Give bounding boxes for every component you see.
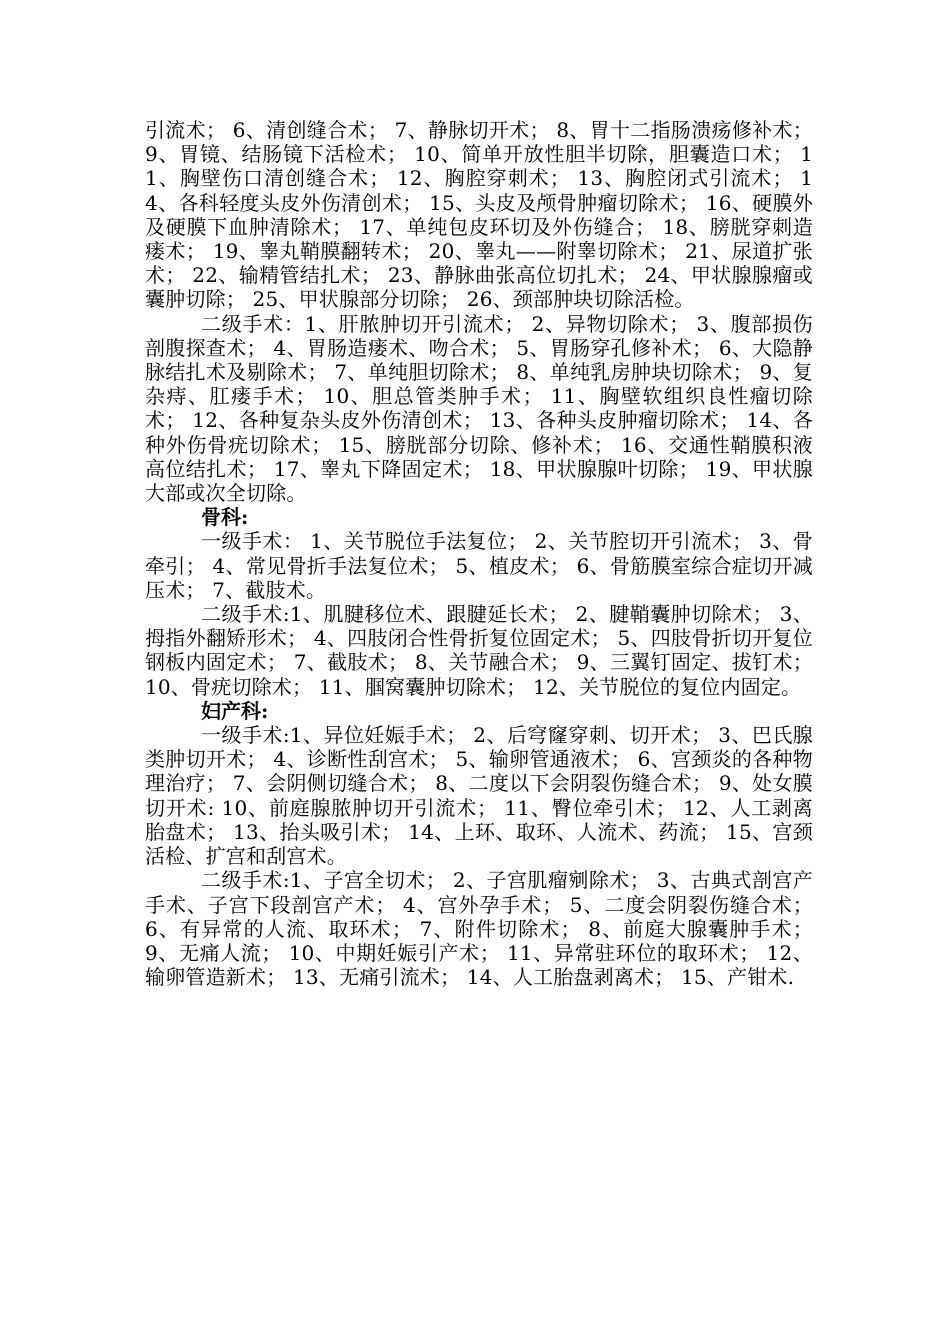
obgyn-heading: 妇产科: — [201, 698, 269, 723]
orthopedics-heading: 骨科: — [201, 505, 249, 530]
obgyn-level2: 二级手术:1、子宫全切术； 2、子宫肌瘤剜除术； 3、古典式剖宫产手术、子宫下段剖宫产术； 4、宫外孕手术； 5、二度会阴裂伤缝合术； 6、有异常的人流、取环术； 7、附件切除术； 8、前庭大腺囊肿手术； 9、无痛人流； 10、中期妊娠引产术； 11、异常驻环位的取环术； 12、输卵管造新术； 13、无痛引流术； 14、人工胎盘剥离术； 15、产钳术. — [145, 868, 813, 990]
general-surgery-level2: 二级手术：1、肝脓肿切开引流术； 2、异物切除术； 3、腹部损伤剖腹探查术； 4、胃肠造瘘术、吻合术； 5、胃肠穿孔修补术； 6、大隐静脉结扎术及剔除术； 7、单纯胆切除术； 8、单纯乳房肿块切除术； 9、复杂痔、肛瘘手术； 10、胆总管类肿手术； 11、胸壁软组织良性瘤切除术； 12、各种复杂头皮外伤清创术； 13、各种头皮肿瘤切除术； 14、各种外伤骨疣切除术； 15、膀胱部分切除、修补术； 16、交通性鞘膜积液高位结扎术； 17、睾丸下降固定术； 18、甲状腺腺叶切除； 19、甲状腺大部或次全切除。 — [145, 311, 813, 506]
document-page — [145, 118, 813, 989]
orthopedics-level1: 一级手术： 1、关节脱位手法复位； 2、关节腔切开引流术； 3、骨牵引； 4、常见骨折手法复位术； 5、植皮术； 6、骨筋膜室综合症切开减压术； 7、截肢术。 — [145, 529, 813, 602]
orthopedics-level2: 二级手术:1、肌腱移位术、跟腱延长术； 2、腱鞘囊肿切除术； 3、拇指外翻矫形术； 4、四肢闭合性骨折复位固定术； 5、四肢骨折切开复位钢板内固定术； 7、截肢术； 8、关节融合术； 9、三翼钉固定、拔钉术； 10、骨疣切除术； 11、腘窝囊肿切除术； 12、关节脱位的复位内固定。 — [145, 602, 813, 699]
obgyn-level1: 一级手术:1、异位妊娠手术； 2、后穹窿穿刺、切开术； 3、巴氏腺类肿切开术； 4、诊断性刮宫术； 5、输卵管通液术； 6、宫颈炎的各种物理治疗； 7、会阴侧切缝合术； 8、二度以下会阴裂伤缝合术； 9、处女膜切开术: 10、前庭腺脓肿切开引流术； 11、臀位牵引术； 12、人工剥离胎盘术； 13、抬头吸引术； 14、上环、取环、人流术、药流； 15、宫颈活检、扩宫和刮宫术。 — [145, 723, 813, 869]
surgery-list-continuation: 引流术； 6、清创缝合术； 7、静脉切开术； 8、胃十二指肠溃疡修补术； 9、胃镜、结肠镜下活检术； 10、简单开放性胆半切除，胆囊造口术； 11、胸壁伤口清创缝合术； 12、胸腔穿刺术； 13、胸腔闭式引流术； 14、各科轻度头皮外伤清创术； 15、头皮及颅骨肿瘤切除术； 16、硬膜外及硬膜下血肿清除术； 17、单纯包皮环切及外伤缝合； 18、膀胱穿刺造瘘术； 19、睾丸鞘膜翻转术； 20、睾丸——附睾切除术； 21、尿道扩张术； 22、输精管结扎术； 23、静脉曲张高位切扎术； 24、甲状腺腺瘤或囊肿切除； 25、甲状腺部分切除； 26、颈部肿块切除活检。 — [145, 118, 813, 312]
